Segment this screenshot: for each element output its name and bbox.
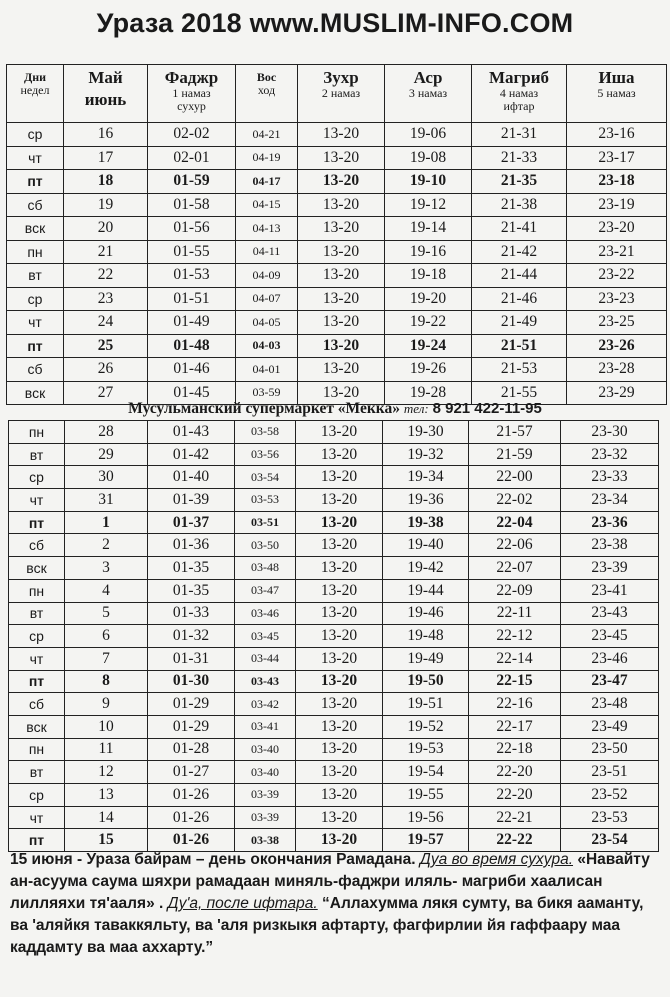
- isha-cell: 23-36: [561, 511, 659, 534]
- sunrise-cell: 03-46: [235, 602, 296, 625]
- date-cell: 19: [64, 193, 148, 217]
- sunrise-cell: 04-13: [236, 217, 298, 241]
- asr-cell: 19-42: [383, 557, 469, 580]
- fajr-cell: 01-35: [148, 579, 235, 602]
- sunrise-cell: 04-03: [236, 334, 298, 358]
- zuhr-cell: 13-20: [296, 829, 383, 852]
- isha-cell: 23-45: [561, 625, 659, 648]
- fajr-cell: 01-59: [148, 170, 236, 194]
- header-day: Дни недел: [7, 65, 64, 123]
- date-cell: 9: [65, 693, 148, 716]
- zuhr-cell: 13-20: [296, 670, 383, 693]
- maghrib-cell: 21-51: [472, 334, 567, 358]
- asr-cell: 19-50: [383, 670, 469, 693]
- header-maghrib: Магриб 4 намаз ифтар: [472, 65, 567, 123]
- asr-cell: 19-55: [383, 784, 469, 807]
- day-cell: пт: [7, 334, 64, 358]
- sunrise-cell: 04-19: [236, 146, 298, 170]
- maghrib-cell: 22-04: [469, 511, 561, 534]
- fajr-cell: 01-39: [148, 489, 235, 512]
- fajr-cell: 02-02: [148, 123, 236, 147]
- isha-cell: 23-30: [561, 421, 659, 444]
- date-cell: 8: [65, 670, 148, 693]
- asr-cell: 19-54: [383, 761, 469, 784]
- tel-label: тел:: [403, 401, 429, 416]
- fajr-cell: 01-26: [148, 806, 235, 829]
- sunrise-cell: 03-40: [235, 761, 296, 784]
- table-row: [9, 625, 659, 648]
- isha-cell: 23-52: [561, 784, 659, 807]
- isha-cell: 23-33: [561, 466, 659, 489]
- isha-cell: 23-20: [567, 217, 667, 241]
- asr-cell: 19-44: [383, 579, 469, 602]
- date-cell: 29: [65, 443, 148, 466]
- maghrib-cell: 21-33: [472, 146, 567, 170]
- page-title: Ураза 2018 www.MUSLIM-INFO.COM: [96, 8, 574, 38]
- zuhr-cell: 13-20: [296, 579, 383, 602]
- table-row: [7, 240, 667, 264]
- maghrib-cell: 21-41: [472, 217, 567, 241]
- day-cell: вск: [9, 715, 65, 738]
- table-row: [7, 358, 667, 382]
- fajr-cell: 01-43: [148, 421, 235, 444]
- isha-cell: 23-22: [567, 264, 667, 288]
- day-cell: чт: [7, 311, 64, 335]
- maghrib-cell: 22-18: [469, 738, 561, 761]
- asr-cell: 19-08: [385, 146, 472, 170]
- isha-cell: 23-39: [561, 557, 659, 580]
- asr-cell: 19-34: [383, 466, 469, 489]
- day-cell: пн: [9, 579, 65, 602]
- sunrise-cell: 03-56: [235, 443, 296, 466]
- table-row: [9, 738, 659, 761]
- day-cell: сб: [9, 693, 65, 716]
- isha-cell: 23-51: [561, 761, 659, 784]
- asr-cell: 19-52: [383, 715, 469, 738]
- isha-cell: 23-41: [561, 579, 659, 602]
- asr-cell: 19-56: [383, 806, 469, 829]
- isha-cell: 23-43: [561, 602, 659, 625]
- date-cell: 12: [65, 761, 148, 784]
- zuhr-cell: 13-20: [298, 123, 385, 147]
- table-row: [9, 784, 659, 807]
- isha-cell: 23-34: [561, 489, 659, 512]
- date-cell: 15: [65, 829, 148, 852]
- asr-cell: 19-36: [383, 489, 469, 512]
- fajr-cell: 01-28: [148, 738, 235, 761]
- day-cell: пт: [7, 170, 64, 194]
- maghrib-cell: 22-11: [469, 602, 561, 625]
- dua-suhur-label: Дуа во время сухура.: [419, 851, 574, 868]
- date-cell: 13: [65, 784, 148, 807]
- table-row: [7, 193, 667, 217]
- fajr-cell: 01-49: [148, 311, 236, 335]
- bairam-note: 15 июня - Ураза байрам – день окончания Рамадана.: [10, 851, 416, 868]
- asr-cell: 19-30: [383, 421, 469, 444]
- sunrise-cell: 03-42: [235, 693, 296, 716]
- isha-cell: 23-19: [567, 193, 667, 217]
- sunrise-cell: 03-58: [235, 421, 296, 444]
- date-cell: 26: [64, 358, 148, 382]
- maghrib-cell: 22-12: [469, 625, 561, 648]
- shop-name: Мусульманский супермаркет «Мекка»: [128, 400, 400, 417]
- fajr-cell: 01-55: [148, 240, 236, 264]
- maghrib-cell: 22-16: [469, 693, 561, 716]
- day-cell: пн: [9, 421, 65, 444]
- day-cell: чт: [7, 146, 64, 170]
- day-cell: сб: [7, 193, 64, 217]
- zuhr-cell: 13-20: [298, 311, 385, 335]
- sunrise-cell: 03-51: [235, 511, 296, 534]
- isha-cell: 23-47: [561, 670, 659, 693]
- isha-cell: 23-29: [567, 381, 667, 405]
- date-cell: 18: [64, 170, 148, 194]
- maghrib-cell: 21-55: [472, 381, 567, 405]
- date-cell: 2: [65, 534, 148, 557]
- table-row: [9, 647, 659, 670]
- sunrise-cell: 04-11: [236, 240, 298, 264]
- date-cell: 6: [65, 625, 148, 648]
- day-cell: пн: [9, 738, 65, 761]
- asr-cell: 19-16: [385, 240, 472, 264]
- table-row: [9, 693, 659, 716]
- dua-iftar-label: Ду'а, после ифтара.: [167, 895, 318, 912]
- asr-cell: 19-28: [385, 381, 472, 405]
- fajr-cell: 01-27: [148, 761, 235, 784]
- day-cell: вт: [7, 264, 64, 288]
- table-row: [9, 670, 659, 693]
- day-cell: пт: [9, 829, 65, 852]
- asr-cell: 19-32: [383, 443, 469, 466]
- fajr-cell: 01-51: [148, 287, 236, 311]
- maghrib-cell: 22-20: [469, 784, 561, 807]
- asr-cell: 19-51: [383, 693, 469, 716]
- header-asr: Аср 3 намаз: [385, 65, 472, 123]
- asr-cell: 19-38: [383, 511, 469, 534]
- isha-cell: 23-18: [567, 170, 667, 194]
- asr-cell: 19-53: [383, 738, 469, 761]
- maghrib-cell: 21-53: [472, 358, 567, 382]
- asr-cell: 19-22: [385, 311, 472, 335]
- table-row: [9, 579, 659, 602]
- sunrise-cell: 04-01: [236, 358, 298, 382]
- maghrib-cell: 22-22: [469, 829, 561, 852]
- maghrib-cell: 22-07: [469, 557, 561, 580]
- fajr-cell: 01-33: [148, 602, 235, 625]
- zuhr-cell: 13-20: [298, 170, 385, 194]
- fajr-cell: 02-01: [148, 146, 236, 170]
- zuhr-cell: 13-20: [296, 489, 383, 512]
- isha-cell: 23-46: [561, 647, 659, 670]
- maghrib-cell: 22-20: [469, 761, 561, 784]
- day-cell: чт: [9, 647, 65, 670]
- sunrise-cell: 03-39: [235, 784, 296, 807]
- table-row: [9, 715, 659, 738]
- fajr-cell: 01-40: [148, 466, 235, 489]
- table-row: [9, 602, 659, 625]
- zuhr-cell: 13-20: [296, 443, 383, 466]
- sunrise-cell: 03-53: [235, 489, 296, 512]
- header-fajr: Фаджр 1 намаз сухур: [148, 65, 236, 123]
- zuhr-cell: 13-20: [296, 557, 383, 580]
- zuhr-cell: 13-20: [298, 334, 385, 358]
- asr-cell: 19-57: [383, 829, 469, 852]
- zuhr-cell: 13-20: [296, 421, 383, 444]
- zuhr-cell: 13-20: [296, 534, 383, 557]
- maghrib-cell: 22-17: [469, 715, 561, 738]
- zuhr-cell: 13-20: [296, 511, 383, 534]
- fajr-cell: 01-29: [148, 715, 235, 738]
- fajr-cell: 01-58: [148, 193, 236, 217]
- asr-cell: 19-14: [385, 217, 472, 241]
- zuhr-cell: 13-20: [296, 715, 383, 738]
- prayer-times-table-may: [6, 64, 667, 405]
- table-row: [7, 264, 667, 288]
- day-cell: чт: [9, 489, 65, 512]
- fajr-cell: 01-36: [148, 534, 235, 557]
- sunrise-cell: 03-50: [235, 534, 296, 557]
- isha-cell: 23-26: [567, 334, 667, 358]
- table-row: [7, 287, 667, 311]
- day-cell: вт: [9, 602, 65, 625]
- maghrib-cell: 22-09: [469, 579, 561, 602]
- isha-cell: 23-21: [567, 240, 667, 264]
- day-cell: пт: [9, 670, 65, 693]
- fajr-cell: 01-31: [148, 647, 235, 670]
- table-row: [7, 334, 667, 358]
- maghrib-cell: 22-02: [469, 489, 561, 512]
- fajr-cell: 01-56: [148, 217, 236, 241]
- date-cell: 28: [65, 421, 148, 444]
- date-cell: 24: [64, 311, 148, 335]
- table-row: [9, 806, 659, 829]
- header-date: Май июнь: [64, 65, 148, 123]
- date-cell: 16: [64, 123, 148, 147]
- table-row: [9, 421, 659, 444]
- day-cell: вт: [9, 761, 65, 784]
- isha-cell: 23-28: [567, 358, 667, 382]
- date-cell: 27: [64, 381, 148, 405]
- date-cell: 4: [65, 579, 148, 602]
- date-cell: 10: [65, 715, 148, 738]
- table-row: [7, 146, 667, 170]
- isha-cell: 23-17: [567, 146, 667, 170]
- isha-cell: 23-32: [561, 443, 659, 466]
- day-cell: ср: [9, 625, 65, 648]
- table-row: [9, 489, 659, 512]
- sunrise-cell: 03-59: [236, 381, 298, 405]
- fajr-cell: 01-32: [148, 625, 235, 648]
- date-cell: 14: [65, 806, 148, 829]
- maghrib-cell: 21-46: [472, 287, 567, 311]
- asr-cell: 19-48: [383, 625, 469, 648]
- sunrise-cell: 03-54: [235, 466, 296, 489]
- sunrise-cell: 04-07: [236, 287, 298, 311]
- zuhr-cell: 13-20: [296, 647, 383, 670]
- table-row: [9, 511, 659, 534]
- zuhr-cell: 13-20: [296, 784, 383, 807]
- maghrib-cell: 21-44: [472, 264, 567, 288]
- zuhr-cell: 13-20: [296, 806, 383, 829]
- sunrise-cell: 04-09: [236, 264, 298, 288]
- fajr-cell: 01-26: [148, 784, 235, 807]
- sunrise-cell: 03-40: [235, 738, 296, 761]
- table-row: [7, 170, 667, 194]
- shop-advert: [0, 400, 670, 418]
- isha-cell: 23-53: [561, 806, 659, 829]
- asr-cell: 19-26: [385, 358, 472, 382]
- zuhr-cell: 13-20: [298, 217, 385, 241]
- table-header: [7, 65, 667, 123]
- maghrib-cell: 21-57: [469, 421, 561, 444]
- isha-cell: 23-38: [561, 534, 659, 557]
- isha-cell: 23-16: [567, 123, 667, 147]
- fajr-cell: 01-30: [148, 670, 235, 693]
- maghrib-cell: 22-00: [469, 466, 561, 489]
- maghrib-cell: 22-21: [469, 806, 561, 829]
- maghrib-cell: 21-35: [472, 170, 567, 194]
- maghrib-cell: 21-38: [472, 193, 567, 217]
- zuhr-cell: 13-20: [296, 625, 383, 648]
- day-cell: вск: [9, 557, 65, 580]
- table-row: [9, 466, 659, 489]
- date-cell: 20: [64, 217, 148, 241]
- date-cell: 3: [65, 557, 148, 580]
- sunrise-cell: 03-44: [235, 647, 296, 670]
- sunrise-cell: 04-05: [236, 311, 298, 335]
- table-row: [7, 311, 667, 335]
- date-cell: 23: [64, 287, 148, 311]
- fajr-cell: 01-53: [148, 264, 236, 288]
- fajr-cell: 01-29: [148, 693, 235, 716]
- day-cell: вт: [9, 443, 65, 466]
- fajr-cell: 01-35: [148, 557, 235, 580]
- fajr-cell: 01-37: [148, 511, 235, 534]
- asr-cell: 19-40: [383, 534, 469, 557]
- day-cell: вск: [7, 217, 64, 241]
- day-cell: пт: [9, 511, 65, 534]
- asr-cell: 19-46: [383, 602, 469, 625]
- zuhr-cell: 13-20: [298, 240, 385, 264]
- day-cell: сб: [9, 534, 65, 557]
- zuhr-cell: 13-20: [298, 264, 385, 288]
- table-row: [7, 123, 667, 147]
- date-cell: 22: [64, 264, 148, 288]
- zuhr-cell: 13-20: [298, 287, 385, 311]
- sunrise-cell: 03-47: [235, 579, 296, 602]
- day-cell: чт: [9, 806, 65, 829]
- asr-cell: 19-18: [385, 264, 472, 288]
- header-isha: Иша 5 намаз: [567, 65, 667, 123]
- sunrise-cell: 04-17: [236, 170, 298, 194]
- date-cell: 7: [65, 647, 148, 670]
- zuhr-cell: 13-20: [298, 381, 385, 405]
- isha-cell: 23-25: [567, 311, 667, 335]
- date-cell: 11: [65, 738, 148, 761]
- asr-cell: 19-49: [383, 647, 469, 670]
- day-cell: пн: [7, 240, 64, 264]
- zuhr-cell: 13-20: [296, 738, 383, 761]
- maghrib-cell: 21-49: [472, 311, 567, 335]
- sunrise-cell: 03-43: [235, 670, 296, 693]
- date-cell: 21: [64, 240, 148, 264]
- fajr-cell: 01-46: [148, 358, 236, 382]
- sunrise-cell: 03-39: [235, 806, 296, 829]
- table-row: [7, 217, 667, 241]
- date-cell: 30: [65, 466, 148, 489]
- isha-cell: 23-48: [561, 693, 659, 716]
- date-cell: 5: [65, 602, 148, 625]
- day-cell: сб: [7, 358, 64, 382]
- footer-text: [10, 849, 662, 959]
- table-row: [9, 534, 659, 557]
- day-cell: ср: [7, 287, 64, 311]
- zuhr-cell: 13-20: [298, 358, 385, 382]
- maghrib-cell: 21-59: [469, 443, 561, 466]
- table-row: [9, 443, 659, 466]
- day-cell: вск: [7, 381, 64, 405]
- fajr-cell: 01-48: [148, 334, 236, 358]
- day-cell: ср: [7, 123, 64, 147]
- asr-cell: 19-24: [385, 334, 472, 358]
- zuhr-cell: 13-20: [296, 693, 383, 716]
- sunrise-cell: 04-15: [236, 193, 298, 217]
- date-cell: 1: [65, 511, 148, 534]
- table-row: [9, 761, 659, 784]
- isha-cell: 23-54: [561, 829, 659, 852]
- date-cell: 25: [64, 334, 148, 358]
- asr-cell: 19-06: [385, 123, 472, 147]
- zuhr-cell: 13-20: [298, 193, 385, 217]
- maghrib-cell: 22-14: [469, 647, 561, 670]
- sunrise-cell: 03-41: [235, 715, 296, 738]
- sunrise-cell: 03-45: [235, 625, 296, 648]
- sunrise-cell: 03-38: [235, 829, 296, 852]
- zuhr-cell: 13-20: [298, 146, 385, 170]
- asr-cell: 19-20: [385, 287, 472, 311]
- maghrib-cell: 21-31: [472, 123, 567, 147]
- table-row: [9, 557, 659, 580]
- shop-phone: 8 921 422-11-95: [432, 400, 542, 417]
- dua-suhur-text: «Навайту ан-асуума саума шяхри рамадаан миняль-фаджри иляль- магриби хаалисан лилляяхи тя'ааля» .: [10, 851, 650, 912]
- fajr-cell: 01-42: [148, 443, 235, 466]
- isha-cell: 23-23: [567, 287, 667, 311]
- sunrise-cell: 03-48: [235, 557, 296, 580]
- maghrib-cell: 21-42: [472, 240, 567, 264]
- fajr-cell: 01-26: [148, 829, 235, 852]
- zuhr-cell: 13-20: [296, 602, 383, 625]
- date-cell: 31: [65, 489, 148, 512]
- dua-iftar-text: “Аллахумма лякя сумту, ва бикя ааманту, ва 'аляйкя таваккяльту, ва 'аля ризкыкя афтарту, фагфирлии йя гаффаару маа каддамту ва маа аххарту.”: [10, 895, 644, 956]
- date-cell: 17: [64, 146, 148, 170]
- zuhr-cell: 13-20: [296, 466, 383, 489]
- zuhr-cell: 13-20: [296, 761, 383, 784]
- asr-cell: 19-10: [385, 170, 472, 194]
- fajr-cell: 01-45: [148, 381, 236, 405]
- day-cell: ср: [9, 784, 65, 807]
- maghrib-cell: 22-06: [469, 534, 561, 557]
- header-sunrise: Вос ход: [236, 65, 298, 123]
- isha-cell: 23-49: [561, 715, 659, 738]
- sunrise-cell: 04-21: [236, 123, 298, 147]
- prayer-times-table-june: [8, 420, 659, 852]
- day-cell: ср: [9, 466, 65, 489]
- asr-cell: 19-12: [385, 193, 472, 217]
- isha-cell: 23-50: [561, 738, 659, 761]
- header-zuhr: Зухр 2 намаз: [298, 65, 385, 123]
- maghrib-cell: 22-15: [469, 670, 561, 693]
